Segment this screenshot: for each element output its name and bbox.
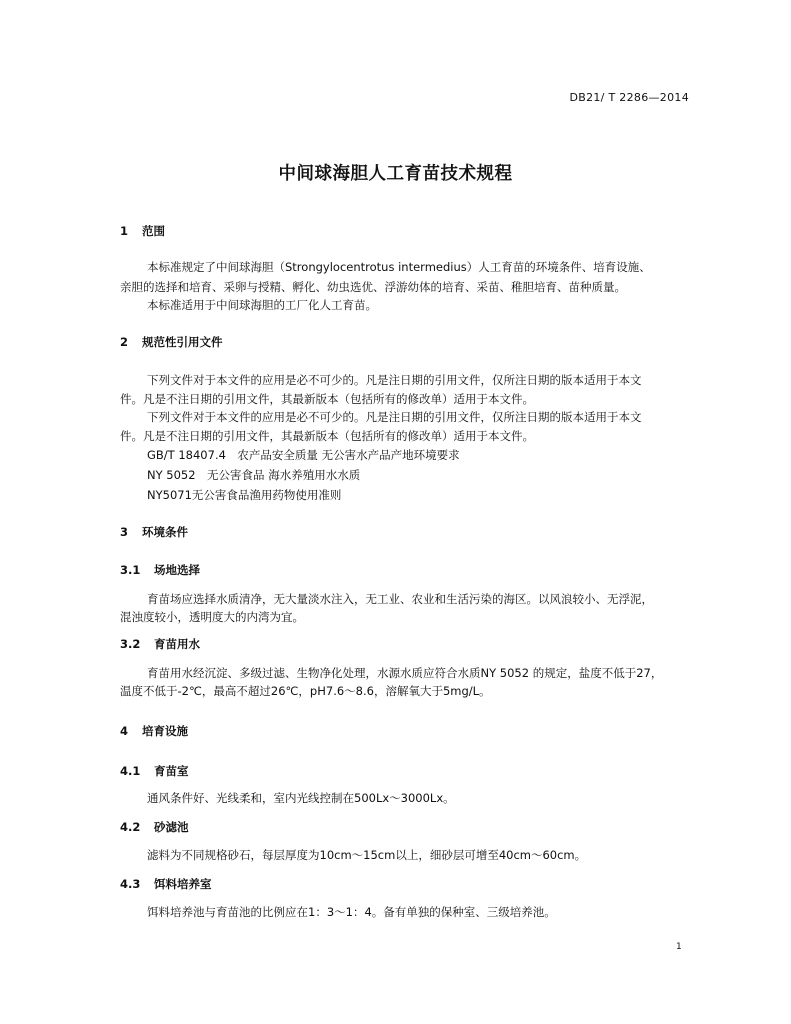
subsection-3-1-heading <box>120 562 200 578</box>
subsection-title: 饵料培养室 <box>154 877 212 891</box>
paragraph-line: 下列文件对于本文件的应用是必不可少的。凡是注日期的引用文件，仅所注日期的版本适用于本文 <box>147 410 642 424</box>
paragraph-line: 件。凡是不注日期的引用文件，其最新版本（包括所有的修改单）适用于本文件。 <box>120 392 534 406</box>
paragraph-line: 饵料培养池与育苗池的比例应在1：3～1：4。备有单独的保种室、三级培养池。 <box>147 905 556 919</box>
paragraph-line: 育苗用水经沉淀、多级过滤、生物净化处理，水源水质应符合水质NY 5052 的规定，盐度不低于27， <box>147 666 663 680</box>
subsection-number: 4.3 <box>120 877 141 891</box>
paragraph-line: 滤料为不同规格砂石，每层厚度为10cm～15cm以上，细砂层可增至40cm～60cm。 <box>147 848 587 862</box>
subsection-4-2-heading <box>120 819 189 835</box>
section-title: 规范性引用文件 <box>142 335 223 349</box>
section-number: 2 <box>120 335 129 349</box>
page-title: 中间球海胆人工育苗技术规程 <box>278 164 513 184</box>
paragraph-line: 本标准规定了中间球海胆（Strongylocentrotus intermedius）人工育苗的环境条件、培育设施、 <box>147 260 651 274</box>
subsection-number: 4.1 <box>120 764 141 778</box>
paragraph-line: 本标准适用于中间球海胆的工厂化人工育苗。 <box>147 298 377 312</box>
subsection-3-2-heading <box>120 636 200 652</box>
section-1-heading <box>120 223 165 239</box>
subsection-title: 砂滤池 <box>154 820 189 834</box>
reference-item: NY5071无公害食品渔用药物使用准则 <box>147 488 342 502</box>
section-2-heading <box>120 334 223 350</box>
section-number: 4 <box>120 724 129 738</box>
reference-item: NY 5052 无公害食品 海水养殖用水水质 <box>147 468 361 482</box>
subsection-title: 场地选择 <box>154 563 200 577</box>
reference-item: GB/T 18407.4 农产品安全质量 无公害水产品产地环境要求 <box>147 448 460 462</box>
paragraph-line: 件。凡是不注日期的引用文件，其最新版本（包括所有的修改单）适用于本文件。 <box>120 429 534 443</box>
subsection-number: 3.1 <box>120 563 141 577</box>
paragraph-line: 育苗场应选择水质清净，无大量淡水注入，无工业、农业和生活污染的海区。以风浪较小、无浮泥， <box>147 592 653 606</box>
section-4-heading <box>120 723 188 739</box>
section-title: 范围 <box>142 224 165 238</box>
section-3-heading <box>120 524 188 540</box>
subsection-4-3-heading <box>120 876 212 892</box>
subsection-title: 育苗用水 <box>154 637 200 651</box>
paragraph-line: 温度不低于-2℃，最高不超过26℃，pH7.6～8.6，溶解氧大于5mg/L。 <box>120 684 491 698</box>
paragraph-line: 下列文件对于本文件的应用是必不可少的。凡是注日期的引用文件，仅所注日期的版本适用于本文 <box>147 373 642 387</box>
section-title: 环境条件 <box>142 525 188 539</box>
paragraph-line: 亲胆的选择和培育、采卵与授精、孵化、幼虫选优、浮游幼体的培育、采苗、稚胆培育、苗种质量。 <box>120 280 626 294</box>
section-title: 培育设施 <box>142 724 188 738</box>
page-number: 1 <box>676 942 682 952</box>
standard-number: DB21/ T 2286—2014 <box>569 91 689 104</box>
paragraph-line: 混浊度较小，透明度大的内湾为宜。 <box>120 610 304 624</box>
paragraph-line: 通风条件好、光线柔和，室内光线控制在500Lx～3000Lx。 <box>147 791 455 805</box>
section-number: 1 <box>120 224 129 238</box>
subsection-4-1-heading <box>120 763 189 779</box>
subsection-title: 育苗室 <box>154 764 189 778</box>
subsection-number: 4.2 <box>120 820 141 834</box>
subsection-number: 3.2 <box>120 637 141 651</box>
section-number: 3 <box>120 525 129 539</box>
